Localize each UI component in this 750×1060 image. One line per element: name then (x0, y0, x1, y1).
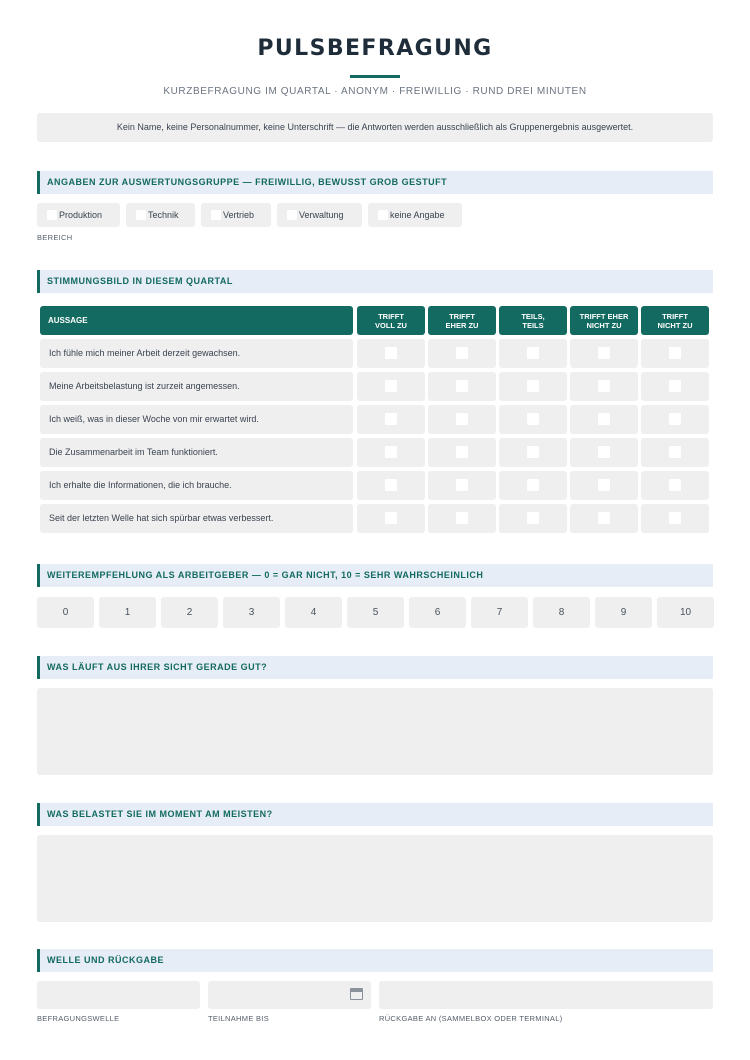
rating-cell-3-4[interactable] (570, 405, 638, 434)
rating-cell-6-4[interactable] (570, 504, 638, 533)
field-label-teilnahme-bis: TEILNAHME BIS (208, 1014, 269, 1023)
checkbox[interactable] (456, 446, 468, 458)
checkbox[interactable] (669, 446, 681, 458)
checkbox[interactable] (456, 512, 468, 524)
rating-cell-4-4[interactable] (570, 438, 638, 467)
input-teilnahme-bis[interactable] (208, 981, 371, 1009)
option-verwaltung[interactable] (277, 203, 362, 227)
score-option-10[interactable]: 10 (657, 597, 714, 628)
checkbox[interactable] (669, 413, 681, 425)
score-option-2[interactable]: 2 (161, 597, 218, 628)
statement-4: Die Zusammenarbeit im Team funktioniert. (40, 438, 353, 467)
checkbox[interactable] (598, 446, 610, 458)
checkbox[interactable] (669, 380, 681, 392)
checkbox[interactable] (456, 347, 468, 359)
checkbox[interactable] (385, 380, 397, 392)
option-keine-angabe[interactable] (368, 203, 462, 227)
page-title: PULSBEFRAGUNG (257, 36, 493, 61)
rating-cell-6-2[interactable] (428, 504, 496, 533)
checkbox[interactable] (456, 479, 468, 491)
score-option-9[interactable]: 9 (595, 597, 652, 628)
score-option-4[interactable]: 4 (285, 597, 342, 628)
checkbox[interactable] (47, 210, 57, 220)
checkbox[interactable] (527, 479, 539, 491)
option-label: Technik (148, 210, 179, 220)
rating-cell-2-2[interactable] (428, 372, 496, 401)
checkbox[interactable] (527, 347, 539, 359)
column-header-aussage: AUSSAGE (40, 306, 353, 335)
rating-cell-1-5[interactable] (641, 339, 709, 368)
option-label: Produktion (59, 210, 103, 220)
checkbox[interactable] (598, 347, 610, 359)
rating-cell-3-2[interactable] (428, 405, 496, 434)
checkbox[interactable] (527, 380, 539, 392)
textarea-burden[interactable] (37, 835, 713, 922)
field-label-rueckgabe: RÜCKGABE AN (SAMMELBOX ODER TERMINAL) (379, 1014, 563, 1023)
checkbox[interactable] (211, 210, 221, 220)
option-label: Vertrieb (223, 210, 255, 220)
checkbox[interactable] (287, 210, 297, 220)
rating-cell-3-3[interactable] (499, 405, 567, 434)
checkbox[interactable] (598, 413, 610, 425)
rating-cell-2-3[interactable] (499, 372, 567, 401)
statement-5: Ich erhalte die Informationen, die ich brauche. (40, 471, 353, 500)
rating-cell-5-1[interactable] (357, 471, 425, 500)
rating-cell-5-5[interactable] (641, 471, 709, 500)
column-header-option-4: TRIFFT EHER NICHT ZU (570, 306, 638, 335)
statement-3: Ich weiß, was in dieser Woche von mir erwartet wird. (40, 405, 353, 434)
section-heading-good: WAS LÄUFT AUS IHRER SICHT GERADE GUT? (37, 656, 713, 679)
section-heading-burden: WAS BELASTET SIE IM MOMENT AM MEISTEN? (37, 803, 713, 826)
title-underline (350, 75, 400, 78)
checkbox[interactable] (669, 512, 681, 524)
score-option-7[interactable]: 7 (471, 597, 528, 628)
score-option-0[interactable]: 0 (37, 597, 94, 628)
checkbox[interactable] (598, 479, 610, 491)
statement-1: Ich fühle mich meiner Arbeit derzeit gewachsen. (40, 339, 353, 368)
checkbox[interactable] (385, 413, 397, 425)
option-vertrieb[interactable] (201, 203, 271, 227)
rating-cell-3-5[interactable] (641, 405, 709, 434)
page-subtitle: KURZBEFRAGUNG IM QUARTAL · ANONYM · FREIWILLIG · RUND DREI MINUTEN (163, 86, 587, 97)
column-header-option-1: TRIFFT VOLL ZU (357, 306, 425, 335)
rating-cell-4-5[interactable] (641, 438, 709, 467)
rating-cell-1-2[interactable] (428, 339, 496, 368)
checkbox[interactable] (669, 347, 681, 359)
rating-cell-5-2[interactable] (428, 471, 496, 500)
checkbox[interactable] (527, 512, 539, 524)
input-befragungswelle[interactable] (37, 981, 200, 1009)
checkbox[interactable] (598, 512, 610, 524)
rating-cell-4-2[interactable] (428, 438, 496, 467)
checkbox[interactable] (136, 210, 146, 220)
rating-cell-1-3[interactable] (499, 339, 567, 368)
rating-cell-2-1[interactable] (357, 372, 425, 401)
rating-cell-5-4[interactable] (570, 471, 638, 500)
checkbox[interactable] (527, 413, 539, 425)
field-label-befragungswelle: BEFRAGUNGSWELLE (37, 1014, 120, 1023)
score-option-8[interactable]: 8 (533, 597, 590, 628)
column-header-option-5: TRIFFT NICHT ZU (641, 306, 709, 335)
rating-cell-2-4[interactable] (570, 372, 638, 401)
section-heading-mood: STIMMUNGSBILD IN DIESEM QUARTAL (37, 270, 713, 293)
checkbox[interactable] (385, 347, 397, 359)
score-option-6[interactable]: 6 (409, 597, 466, 628)
column-header-option-2: TRIFFT EHER ZU (428, 306, 496, 335)
checkbox[interactable] (385, 479, 397, 491)
rating-cell-4-3[interactable] (499, 438, 567, 467)
checkbox[interactable] (385, 512, 397, 524)
rating-cell-2-5[interactable] (641, 372, 709, 401)
anonymity-notice: Kein Name, keine Personalnummer, keine Unterschrift — die Antworten werden ausschließlich als Gruppenergebnis ausgewertet. (37, 113, 713, 142)
input-rueckgabe[interactable] (379, 981, 713, 1009)
checkbox[interactable] (669, 479, 681, 491)
section-heading-recommend: WEITEREMPFEHLUNG ALS ARBEITGEBER — 0 = GAR NICHT, 10 = SEHR WAHRSCHEINLICH (37, 564, 713, 587)
column-header-option-3: TEILS, TEILS (499, 306, 567, 335)
rating-cell-5-3[interactable] (499, 471, 567, 500)
checkbox[interactable] (598, 380, 610, 392)
section-heading-return: WELLE UND RÜCKGABE (37, 949, 713, 972)
rating-cell-1-4[interactable] (570, 339, 638, 368)
option-label: Verwaltung (299, 210, 344, 220)
checkbox[interactable] (456, 413, 468, 425)
score-option-1[interactable]: 1 (99, 597, 156, 628)
rating-cell-4-1[interactable] (357, 438, 425, 467)
option-technik[interactable] (126, 203, 195, 227)
score-option-5[interactable]: 5 (347, 597, 404, 628)
checkbox[interactable] (527, 446, 539, 458)
option-label: keine Angabe (390, 210, 445, 220)
rating-cell-3-1[interactable] (357, 405, 425, 434)
rating-cell-6-3[interactable] (499, 504, 567, 533)
rating-cell-6-1[interactable] (357, 504, 425, 533)
calendar-icon[interactable] (350, 988, 363, 1000)
section-heading-group: ANGABEN ZUR AUSWERTUNGSGRUPPE — FREIWILLIG, BEWUSST GROB GESTUFT (37, 171, 713, 194)
rating-cell-6-5[interactable] (641, 504, 709, 533)
field-label-bereich: BEREICH (37, 233, 73, 242)
checkbox[interactable] (456, 380, 468, 392)
score-option-3[interactable]: 3 (223, 597, 280, 628)
rating-cell-1-1[interactable] (357, 339, 425, 368)
textarea-good[interactable] (37, 688, 713, 775)
checkbox[interactable] (385, 446, 397, 458)
checkbox[interactable] (378, 210, 388, 220)
statement-2: Meine Arbeitsbelastung ist zurzeit angemessen. (40, 372, 353, 401)
option-produktion[interactable] (37, 203, 120, 227)
statement-6: Seit der letzten Welle hat sich spürbar etwas verbessert. (40, 504, 353, 533)
